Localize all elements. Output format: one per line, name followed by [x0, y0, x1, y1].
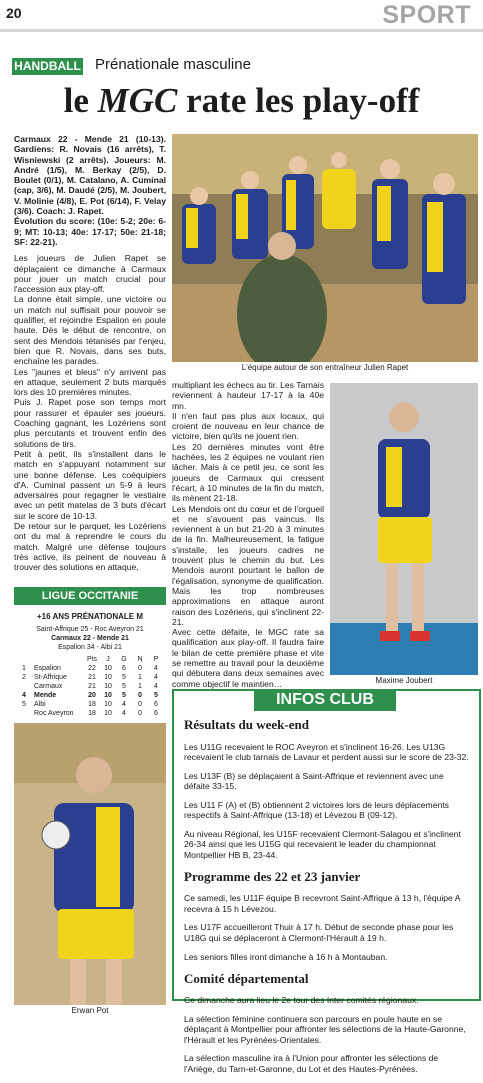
ligue-result-line: Espalion 34 - Albi 21 [58, 644, 122, 651]
ranking-cell-pts: 18 [88, 710, 96, 717]
ranking-cell-p: 6 [154, 701, 158, 708]
ranking-cell-rank: 2 [22, 674, 26, 681]
article-column-1 [14, 134, 166, 572]
article-kicker: Prénationale masculine [95, 56, 251, 73]
results-paragraph: Les U11G recevaient le ROC Aveyron et s'inclinent 16-26. Les U13G recevaient le club tarnais de Lavaur et perdent aussi sur le score de 23-32. [184, 741, 469, 762]
ranking-cell-team: Espalion [34, 665, 61, 672]
article-paragraph: Les joueurs de Julien Rapet se déplaçaient ce dimanche à Carmaux pour jouer un match crucial pour l'accession aux play-off. [14, 253, 166, 295]
ranking-cell-n: 0 [138, 701, 142, 708]
headline-part-2: rate les play-off [177, 81, 420, 120]
pot-caption: Erwan Pot [14, 1005, 166, 1017]
ranking-row [16, 682, 164, 691]
ranking-cell-p: 4 [154, 665, 158, 672]
article-paragraph: Il n'en faut pas plus aux locaux, qui croient de nouveau en leur chance de victoire, bien qu'ils ne jouent rien. [172, 410, 324, 442]
program-paragraph: Ce samedi, les U11F équipe B recevront Saint-Affrique à 13 h, l'équipe A recevra à 15 h Lévezou. [184, 893, 461, 914]
ranking-cell-g: 4 [122, 701, 126, 708]
ranking-cell-team: Roc Aveyron [34, 710, 74, 717]
ranking-cell-rank: 1 [22, 665, 26, 672]
article-paragraph: De retour sur le parquet, les Lozériens ont du mal à reprendre le cours du match. Malgré une défense toujours très active, ils peinent de nouveau à trouver des solutions en attaque, [14, 520, 166, 573]
ranking-cell-g: 6 [122, 665, 126, 672]
ranking-cell-team: Carmaux [34, 683, 63, 690]
ligue-results [14, 625, 166, 652]
ranking-header-empty [32, 655, 84, 664]
ranking-cell-p: 4 [154, 674, 158, 681]
article-paragraph: Avec cette défaite, le MGC rate sa qualification aux play-off. Il faudra faire le bilan de cette première phase et vite se remettre au travail pour la deuxième qui débutera dans deux semaines avec comme objectif le maintien… [172, 627, 324, 689]
ranking-cell-p: 4 [154, 683, 158, 690]
article-paragraph: Petit à petit, ils s'installent dans le match en s'appuyant notamment sur une bonne défense. Les coéquipiers d'A. Cuminal passent un 5-9 à leurs adversaires pour regagner le vestiaire avec un petit matelas de 3 buts d'écart sur le score de 10-13. [14, 448, 166, 521]
program-section-body [184, 893, 470, 962]
article-headline [0, 81, 483, 121]
ranking-cell-n: 0 [138, 665, 142, 672]
ranking-cell-n: 1 [138, 683, 142, 690]
ranking-row [16, 700, 164, 709]
ranking-cell-pts: 22 [88, 665, 96, 672]
ranking-cell-pts: 20 [88, 692, 96, 699]
comite-paragraph: Ce dimanche aura lieu le 2e tour des Inter comités régionaux. [184, 995, 419, 1006]
article-paragraph: multipliant les échecs au tir. Les Tarnais reviennent à hauteur 17-17 à la 40e mn. [172, 380, 324, 411]
ranking-row [16, 709, 164, 718]
comite-paragraph: La sélection féminine continuera son parcours en poule haute en se déplaçant à Montpellier pour affronter les sélections de la Haute-Garonne, l'Hérault et les Pyrénées-Orientales. [184, 1013, 466, 1045]
ranking-cell-g: 5 [122, 674, 126, 681]
ranking-cell-j: 10 [104, 692, 112, 699]
ranking-header-row [16, 655, 164, 664]
program-section-title: Programme des 22 et 23 janvier [184, 868, 361, 884]
team-photo-caption: L'équipe autour de son entraîneur Julien Rapet [172, 362, 478, 374]
results-paragraph: Les U11 F (A) et (B) obtiennent 2 victoires lors de leurs déplacements respectifs à Saint-Affrique (13-18) et Lévezou B (09-12). [184, 799, 449, 821]
team-photo-image [172, 134, 478, 362]
article-column-2 [172, 380, 324, 689]
infos-club-title: INFOS CLUB [254, 689, 396, 711]
joubert-photo-image [330, 383, 478, 675]
ranking-header-cell: G [121, 656, 127, 663]
comite-paragraph: La sélection masculine ira à l'Union pour affronter les sélections de l'Ariège, du Tarn-et-Garonne, du Lot et des Hautes-Pyrénées. [184, 1053, 439, 1074]
comite-section-title: Comité départemental [184, 970, 309, 986]
article-paragraph: Puis J. Rapet pose son temps mort pour rassurer et épauler ses joueurs. Coaching gagnant, les Lozériens sont plus percutants et trouvent enfin des solutions de tirs. [14, 397, 166, 449]
ranking-cell-team: Albi [34, 701, 46, 708]
ranking-cell-team: Mende [34, 692, 57, 699]
page-number: 20 [6, 5, 22, 21]
article-paragraph: Les 20 dernières minutes vont être hachées, les 2 équipes ne voulant rien lâcher. Mais à ce petit jeu, ce sont les joueurs de Carmaux qui creusent l'écart, à 10 minutes de la fin du match, ils mènent 21-18. [172, 441, 324, 504]
ranking-cell-n: 0 [138, 692, 142, 699]
joubert-caption: Maxime Joubert [330, 675, 478, 687]
ranking-cell-g: 5 [122, 692, 126, 699]
ranking-row [16, 673, 164, 682]
team-photo [172, 134, 478, 362]
headline-part-1: le [63, 81, 98, 120]
ranking-cell-pts: 21 [88, 683, 96, 690]
ranking-header-cell: Pts [86, 656, 98, 663]
ranking-row [16, 691, 164, 700]
program-paragraph: Les seniors filles iront dimanche à 16 h à Montauban. [184, 951, 388, 962]
ranking-cell-n: 1 [138, 674, 142, 681]
results-paragraph: Au niveau Régional, les U15F recevaient Clermont-Salagou et s'inclinent 26-34 ainsi que les U15G qui recevaient le leader du championnat Montpellier HB B, 23-44. [184, 829, 461, 860]
results-paragraph: Les U13F (B) se déplaçaient à Saint-Affrique et reviennent avec une défaite 33-15. [184, 770, 444, 792]
ranking-header-cell: N [137, 656, 143, 663]
ranking-cell-rank [16, 709, 32, 718]
ranking-cell-team: St-Affrique [34, 674, 67, 681]
program-paragraph: Les U17F accueilleront Thuir à 17 h. Début de seconde phase pour les U18G qui se déplaceront à Clermont-l'Hérault à 19 h. [184, 922, 454, 943]
ranking-cell-g: 4 [122, 710, 126, 717]
ranking-body [16, 664, 164, 718]
header-divider [0, 29, 483, 32]
ranking-header-cell: P [153, 656, 159, 663]
ligue-result-line: Saint-Affrique 25 - Roc Aveyron 21 [36, 626, 144, 633]
results-section-title: Résultats du week-end [184, 717, 309, 732]
sport-tag: HANDBALL [12, 58, 83, 75]
score-evolution: Évolution du score: (10e: 5-2; 20e: 6-9; MT: 10-13; 40e: 17-17; 50e: 21-18; SF: 22-21). [14, 216, 166, 247]
joubert-photo [330, 383, 478, 675]
infos-club-content [184, 717, 470, 1083]
ranking-cell-p: 5 [154, 692, 158, 699]
ranking-cell-rank [16, 682, 32, 691]
ranking-cell-j: 10 [104, 701, 112, 708]
ranking-cell-j: 10 [104, 665, 112, 672]
article-paragraph: Les Mendois ont du cœur et de l'orgueil et ne s'avouent pas vaincus. Ils reviennent à un but 21-20 à 3 minutes de la fin. Malheureusement, la fatigue s'installe, les joueurs cadres ne trouvent plus le chemin du but. Les Mendois auront pourtant le ballon de l'égalisation, synonyme de qualification. Mais les trop nombreuses approximations en attaque auront raison des Lozériens, qui s'inclinent 22-21. [172, 503, 324, 627]
results-section-body [184, 742, 470, 860]
ranking-cell-g: 5 [122, 683, 126, 690]
match-infos: Carmaux 22 - Mende 21 (10-13). Gardiens: R. Novais (16 arrêts), T. Wisniewski (2 arrêts). Joueurs: M. André (1/5), M. Berkay (2/5), D. Boulet (0/1), M. Catalano, A. Cuminal (cap, 3/6), M. Daudé (2/5), M. Joubert, V. Molinie (4/8), E. Pot (6/14), F. Velay (3/6). Coach: J. Rapet. [14, 134, 166, 217]
pot-photo [14, 723, 166, 1005]
ligue-result-line: Carmaux 22 - Mende 21 [51, 635, 129, 642]
comite-section-body [184, 995, 470, 1074]
section-rubric: SPORT [382, 1, 471, 29]
ligue-title: LIGUE OCCITANIE [14, 587, 166, 605]
pot-photo-image [14, 723, 166, 1005]
ranking-cell-pts: 18 [88, 701, 96, 708]
ranking-row [16, 664, 164, 673]
ranking-header-cell: J [106, 656, 110, 663]
ligue-subtitle: +16 ANS PRÉNATIONALE M [36, 612, 143, 621]
ranking-cell-rank: 5 [22, 701, 26, 708]
column-1-body [14, 253, 166, 572]
ranking-cell-j: 10 [104, 683, 112, 690]
ranking-cell-j: 10 [104, 710, 112, 717]
headline-club: MGC [97, 81, 178, 120]
ranking-header-empty [16, 655, 32, 664]
ranking-cell-rank: 4 [22, 692, 26, 699]
article-paragraph: Les "jaunes et bleus" n'y arrivent pas en attaque, seulement 2 buts marqués lors des 10 premières minutes. [14, 366, 166, 398]
article-paragraph: La donne était simple, une victoire ou un match nul suffisait pour pouvoir se qualifier, et rejoindre Espalion en poule haute. Dès le début de rencontre, on sent des Mendois tétanisés par l'enjeu, bien que R. Novais, dans ses buts, enchaîne les parades. [14, 294, 166, 367]
ranking-cell-p: 6 [154, 710, 158, 717]
ranking-cell-j: 10 [104, 674, 112, 681]
ranking-table [16, 655, 164, 718]
infos-club-box [172, 689, 481, 1074]
ranking-cell-pts: 21 [88, 674, 96, 681]
ranking-cell-n: 0 [138, 710, 142, 717]
